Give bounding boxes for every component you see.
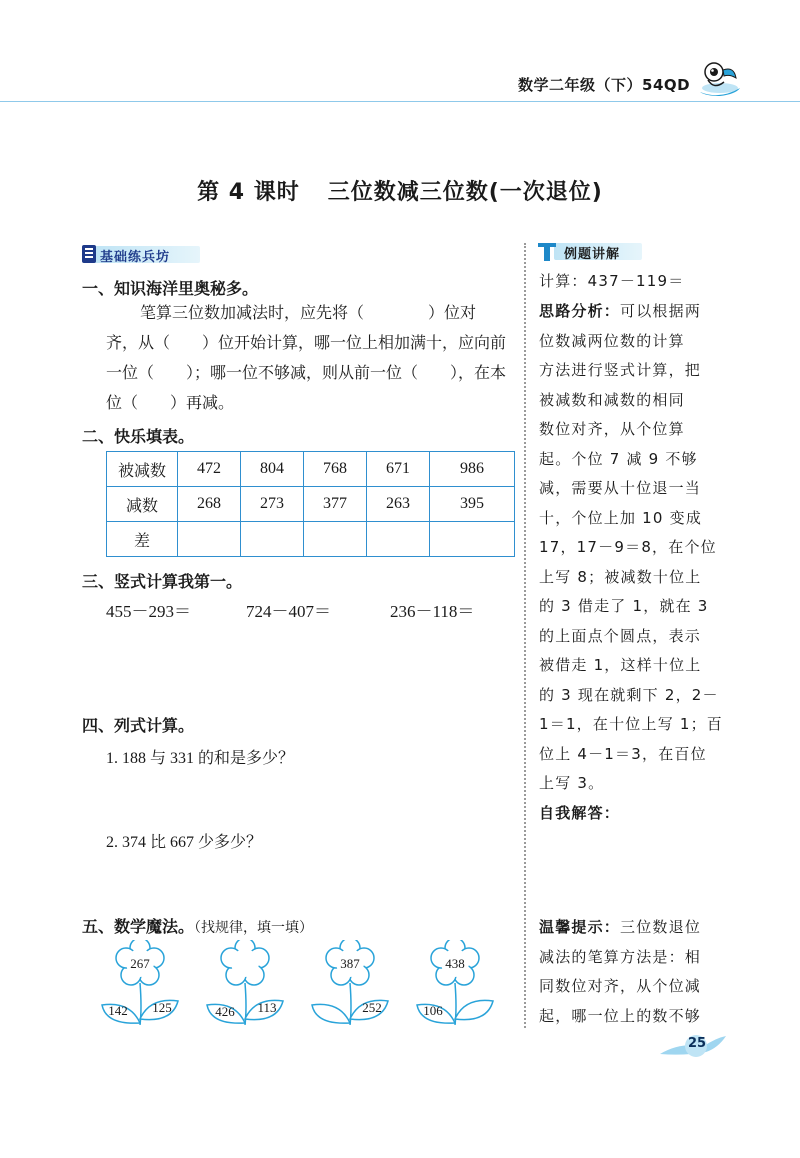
question-2: 2. 374 比 667 少多少？ — [106, 834, 263, 851]
flower-top-number: 438 — [445, 956, 465, 971]
flower-right-number: 125 — [152, 1000, 172, 1015]
lesson-number: 第 4 课时 — [197, 180, 300, 205]
answer-cell[interactable] — [367, 522, 430, 557]
tip-line: 同数位对齐，从个位减 — [539, 977, 702, 995]
tip-label: 温馨提示： — [539, 918, 621, 936]
fill-table — [106, 451, 515, 557]
table-cell: 273 — [241, 487, 304, 522]
analysis-label: 思路分析： — [539, 302, 621, 320]
analysis-line: 上写 3。 — [539, 774, 605, 792]
analysis-line: 的上面点个圆点，表示 — [539, 627, 702, 645]
analysis-line: 起。个位 7 减 9 不够 — [539, 450, 698, 468]
section-4-title: 四、列式计算。 — [82, 716, 195, 735]
row-header: 减数 — [107, 487, 178, 522]
tip-line-1: 温馨提示：三位数退位 — [539, 918, 702, 936]
flower-left-number: 426 — [215, 1004, 235, 1019]
column-divider — [524, 243, 526, 1028]
row-header: 差 — [107, 522, 178, 557]
section-1-line-3: 一位（ ）；哪一位不够减，则从前一位（ ），在本 — [106, 363, 507, 382]
analysis-line: 被减数和减数的相同 — [539, 391, 685, 409]
section-2-title: 二、快乐填表。 — [82, 427, 195, 446]
section-5-heading: 五、数学魔法。 — [82, 917, 195, 936]
table-cell: 472 — [178, 452, 241, 487]
section-1-title: 一、知识海洋里奥秘多。 — [82, 279, 259, 298]
analysis-line: 的 3 借走了 1，就在 3 — [539, 597, 709, 615]
tip-line: 起，哪一位上的数不够 — [539, 1007, 702, 1025]
analysis-line: 十，个位上加 10 变成 — [539, 509, 703, 527]
page-number-badge — [660, 1034, 730, 1058]
table-cell: 671 — [367, 452, 430, 487]
flower-1 — [102, 940, 178, 1025]
analysis-line: 1＝1，在十位上写 1；百 — [539, 715, 723, 733]
flower-right-number: 113 — [257, 1000, 277, 1015]
expression-3: 236－118＝ — [390, 602, 475, 621]
flower-3 — [312, 940, 388, 1025]
example-badge — [536, 241, 646, 263]
analysis-line: 上写 8；被减数十位上 — [539, 568, 702, 586]
flower-2 — [207, 940, 283, 1025]
badge-label: 基础练兵坊 — [100, 250, 171, 265]
section-1-line-1: 笔算三位数加减法时，应先将（ ）位对 — [140, 303, 477, 322]
row-header: 被减数 — [107, 452, 178, 487]
lesson-topic: 三位数减三位数(一次退位) — [327, 180, 603, 205]
analysis-line: 位上 4－1＝3，在百位 — [539, 745, 707, 763]
expression-2: 724－407＝ — [246, 602, 331, 621]
table-cell: 268 — [178, 487, 241, 522]
section-5-title — [82, 914, 313, 937]
analysis-line: 的 3 现在就剩下 2，2－ — [539, 686, 719, 704]
table-cell: 768 — [304, 452, 367, 487]
table-cell: 377 — [304, 487, 367, 522]
flower-left-number: 142 — [108, 1003, 128, 1018]
analysis-line: 方法进行竖式计算，把 — [539, 361, 702, 379]
self-answer-label: 自我解答： — [539, 804, 621, 822]
flower-left-number: 106 — [423, 1003, 443, 1018]
book-stack-icon — [80, 243, 100, 265]
answer-cell[interactable] — [178, 522, 241, 557]
page-number: 25 — [688, 1036, 707, 1051]
book-header: 数学二年级（下）54QD — [518, 76, 691, 94]
header-rule — [0, 101, 800, 102]
analysis-line: 数位对齐，从个位算 — [539, 420, 685, 438]
table-row — [107, 522, 515, 557]
section-3-title: 三、竖式计算我第一。 — [82, 572, 243, 591]
table-row — [107, 452, 515, 487]
analysis-line: 17，17－9＝8，在个位 — [539, 538, 717, 556]
table-cell: 986 — [430, 452, 515, 487]
flower-4 — [417, 940, 493, 1025]
analysis-line: 减，需要从十位退一当 — [539, 479, 702, 497]
answer-cell[interactable] — [304, 522, 367, 557]
analysis-line-1: 思路分析：可以根据两 — [539, 302, 702, 320]
section-1-line-4: 位（ ）再减。 — [106, 393, 235, 412]
page-title — [0, 175, 800, 206]
table-cell: 263 — [367, 487, 430, 522]
table-cell: 395 — [430, 487, 515, 522]
question-1: 1. 188 与 331 的和是多少？ — [106, 750, 295, 767]
flower-row — [100, 940, 510, 1025]
badge-label: 例题讲解 — [564, 247, 621, 262]
example-calc: 计算：437－119＝ — [539, 272, 685, 290]
flower-top-number: 387 — [340, 956, 360, 971]
table-row — [107, 487, 515, 522]
example-icon — [536, 241, 562, 263]
table-cell: 804 — [241, 452, 304, 487]
tip-line: 减法的笔算方法是：相 — [539, 948, 702, 966]
flower-right-number: 252 — [362, 1000, 382, 1015]
answer-cell[interactable] — [430, 522, 515, 557]
section-5-hint: （找规律，填一填） — [194, 920, 314, 936]
expression-1: 455－293＝ — [106, 602, 191, 621]
analysis-line: 位数减两位数的计算 — [539, 332, 685, 350]
basic-practice-badge — [80, 244, 202, 264]
analysis-line: 被借走 1，这样十位上 — [539, 656, 702, 674]
answer-cell[interactable] — [241, 522, 304, 557]
section-1-line-2: 齐，从（ ）位开始计算，哪一位上相加满十，应向前 — [106, 333, 507, 352]
flower-top-number: 267 — [130, 956, 150, 971]
